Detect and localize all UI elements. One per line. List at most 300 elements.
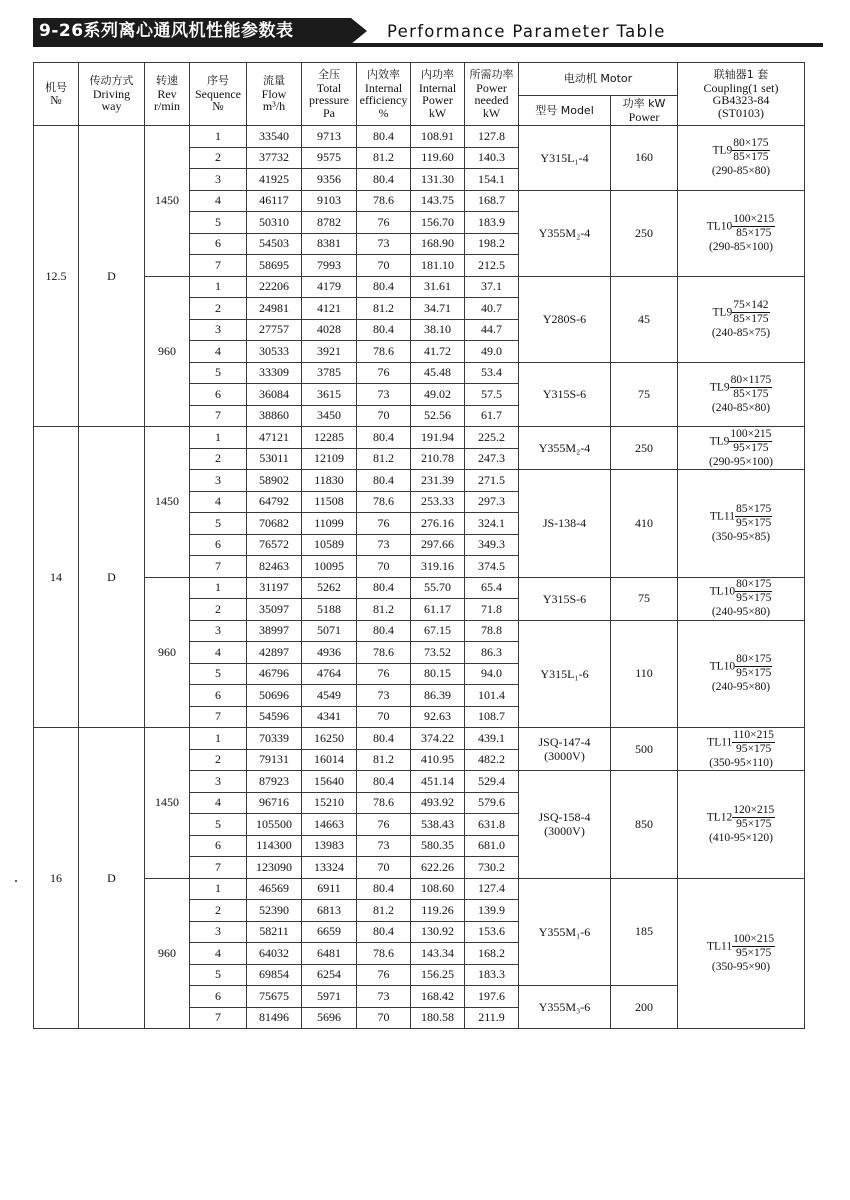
coupling-code: (240-95×80) (711, 606, 771, 618)
internal-power-cell: 180.58 (411, 1007, 465, 1029)
motor-model-cell (519, 771, 611, 879)
motor-power-cell: 75 (611, 362, 678, 427)
pressure-cell: 11830 (302, 470, 357, 492)
coupling-denominator: 85×175 (733, 387, 769, 400)
pressure-cell: 10589 (302, 534, 357, 556)
flow-cell: 33540 (247, 126, 302, 148)
flow-cell: 69854 (247, 964, 302, 986)
coupling-prefix: TL9 (712, 306, 733, 318)
efficiency-cell: 73 (357, 986, 411, 1008)
coupling-code: (410-95×120) (709, 831, 773, 844)
seq-cell: 7 (190, 857, 247, 879)
pressure-cell: 4121 (302, 298, 357, 320)
machine-no-cell: 14 (34, 427, 79, 728)
power-needed-cell: 183.9 (465, 212, 519, 234)
flow-cell: 64032 (247, 943, 302, 965)
efficiency-cell: 80.4 (357, 771, 411, 793)
coupling-prefix: TL9 (709, 435, 730, 447)
seq-cell: 2 (190, 749, 247, 771)
efficiency-cell: 80.4 (357, 577, 411, 599)
efficiency-cell: 76 (357, 814, 411, 836)
pressure-cell: 11508 (302, 491, 357, 513)
col-header-pressure: 全压 Total pressure Pa (302, 63, 357, 126)
flow-cell: 114300 (247, 835, 302, 857)
internal-power-cell: 31.61 (411, 276, 465, 298)
power-needed-cell: 168.2 (465, 943, 519, 965)
internal-power-cell: 55.70 (411, 577, 465, 599)
seq-cell: 6 (190, 233, 247, 255)
flow-cell: 81496 (247, 1007, 302, 1029)
coupling-numerator: 110×215 (733, 728, 774, 741)
coupling-cell (678, 190, 805, 276)
col-header-internal-power: 内功率 Internal Power kW (411, 63, 465, 126)
internal-power-cell: 181.10 (411, 255, 465, 277)
flow-cell: 31197 (247, 577, 302, 599)
pressure-cell: 15210 (302, 792, 357, 814)
power-needed-cell: 127.4 (465, 878, 519, 900)
efficiency-cell: 80.4 (357, 620, 411, 642)
pressure-cell: 3785 (302, 362, 357, 384)
motor-model-text: JS-138-4 (542, 516, 587, 531)
table-row (34, 427, 805, 449)
internal-power-cell: 131.30 (411, 169, 465, 191)
header-banner (33, 18, 823, 46)
pressure-cell: 5971 (302, 986, 357, 1008)
power-needed-cell: 108.7 (465, 706, 519, 728)
flow-cell: 36084 (247, 384, 302, 406)
power-needed-cell: 140.3 (465, 147, 519, 169)
coupling-denominator: 95×175 (735, 946, 772, 959)
motor-model-text: JSQ-147-4 (538, 735, 591, 749)
coupling-code: (350-95×90) (711, 960, 771, 973)
flow-cell: 38860 (247, 405, 302, 427)
motor-power-cell: 185 (611, 878, 678, 986)
col-header-no: 机号 № (34, 63, 79, 126)
power-needed-cell: 40.7 (465, 298, 519, 320)
power-needed-cell: 78.8 (465, 620, 519, 642)
coupling-code: (290-85×100) (709, 240, 773, 253)
internal-power-cell: 493.92 (411, 792, 465, 814)
flow-cell: 54596 (247, 706, 302, 728)
seq-cell: 6 (190, 986, 247, 1008)
efficiency-cell: 78.6 (357, 792, 411, 814)
efficiency-cell: 81.2 (357, 900, 411, 922)
coupling-numerator: 100×215 (733, 212, 775, 225)
coupling-cell (678, 878, 805, 1029)
internal-power-cell: 451.14 (411, 771, 465, 793)
flow-cell: 46117 (247, 190, 302, 212)
efficiency-cell: 76 (357, 964, 411, 986)
internal-power-cell: 67.15 (411, 620, 465, 642)
rev-cell: 960 (145, 577, 190, 728)
pressure-cell: 6911 (302, 878, 357, 900)
motor-model-text: Y355M₁-6 (538, 924, 591, 939)
internal-power-cell: 231.39 (411, 470, 465, 492)
power-needed-cell: 197.6 (465, 986, 519, 1008)
internal-power-cell: 80.15 (411, 663, 465, 685)
motor-model-text: Y315L₁-4 (540, 150, 589, 165)
pressure-cell: 15640 (302, 771, 357, 793)
motor-model-cell (519, 276, 611, 362)
internal-power-cell: 119.26 (411, 900, 465, 922)
coupling-denominator: 85×175 (736, 226, 772, 239)
pressure-cell: 13983 (302, 835, 357, 857)
flow-cell: 50696 (247, 685, 302, 707)
seq-cell: 1 (190, 878, 247, 900)
efficiency-cell: 80.4 (357, 878, 411, 900)
coupling-cell (678, 470, 805, 578)
internal-power-cell: 210.78 (411, 448, 465, 470)
motor-model-text: (3000V) (544, 824, 585, 839)
coupling-numerator: 80×1175 (730, 373, 772, 386)
rev-cell: 1450 (145, 427, 190, 578)
seq-cell: 5 (190, 212, 247, 234)
power-needed-cell: 730.2 (465, 857, 519, 879)
efficiency-cell: 76 (357, 663, 411, 685)
flow-cell: 53011 (247, 448, 302, 470)
coupling-code: (290-85×80) (711, 165, 771, 178)
power-needed-cell: 139.9 (465, 900, 519, 922)
seq-cell: 3 (190, 470, 247, 492)
flow-cell: 58695 (247, 255, 302, 277)
flow-cell: 24981 (247, 298, 302, 320)
motor-model-cell (519, 427, 611, 470)
seq-cell: 1 (190, 276, 247, 298)
coupling-denominator: 95×175 (735, 516, 772, 529)
power-needed-cell: 482.2 (465, 749, 519, 771)
internal-power-cell: 168.90 (411, 233, 465, 255)
motor-power-cell: 160 (611, 126, 678, 191)
coupling-numerator: 80×175 (736, 653, 772, 666)
col-header-sequence: 序号 Sequence № (190, 63, 247, 126)
efficiency-cell: 78.6 (357, 943, 411, 965)
efficiency-cell: 73 (357, 384, 411, 406)
seq-cell: 6 (190, 534, 247, 556)
coupling-prefix: TL9 (709, 381, 730, 394)
internal-power-cell: 52.56 (411, 405, 465, 427)
drive-cell: D (79, 728, 145, 1029)
efficiency-cell: 78.6 (357, 190, 411, 212)
table-row (34, 577, 805, 599)
flow-cell: 30533 (247, 341, 302, 363)
power-needed-cell: 168.7 (465, 190, 519, 212)
seq-cell: 5 (190, 663, 247, 685)
pressure-cell: 9575 (302, 147, 357, 169)
efficiency-cell: 80.4 (357, 470, 411, 492)
efficiency-cell: 80.4 (357, 169, 411, 191)
seq-cell: 4 (190, 642, 247, 664)
motor-model-text: Y355M₃-6 (538, 1000, 591, 1014)
coupling-numerator: 80×175 (733, 137, 769, 150)
internal-power-cell: 108.91 (411, 126, 465, 148)
coupling-numerator: 100×215 (730, 427, 772, 440)
seq-cell: 2 (190, 900, 247, 922)
col-header-drive: 传动方式 Driving way (79, 63, 145, 126)
power-needed-cell: 211.9 (465, 1007, 519, 1029)
title-en: Performance Parameter Table (387, 22, 666, 41)
motor-model-cell (519, 362, 611, 427)
pressure-cell: 7993 (302, 255, 357, 277)
seq-cell: 1 (190, 728, 247, 750)
coupling-fraction (732, 137, 769, 164)
internal-power-cell: 580.35 (411, 835, 465, 857)
seq-cell: 7 (190, 706, 247, 728)
coupling-numerator: 75×142 (733, 298, 769, 311)
power-needed-cell: 49.0 (465, 341, 519, 363)
coupling-code: (240-85×75) (711, 326, 771, 339)
flow-cell: 22206 (247, 276, 302, 298)
seq-cell: 4 (190, 792, 247, 814)
pressure-cell: 9356 (302, 169, 357, 191)
coupling-cell (678, 276, 805, 362)
rev-cell: 960 (145, 276, 190, 427)
motor-model-cell (519, 878, 611, 986)
internal-power-cell: 143.75 (411, 190, 465, 212)
power-needed-cell: 86.3 (465, 642, 519, 664)
internal-power-cell: 73.52 (411, 642, 465, 664)
efficiency-cell: 80.4 (357, 728, 411, 750)
efficiency-cell: 70 (357, 1007, 411, 1029)
pressure-cell: 11099 (302, 513, 357, 535)
pressure-cell: 5188 (302, 599, 357, 621)
col-header-motor-model: 型号 Model (519, 96, 611, 126)
seq-cell: 2 (190, 147, 247, 169)
motor-model-text: Y280S-6 (542, 312, 587, 326)
efficiency-cell: 81.2 (357, 749, 411, 771)
power-needed-cell: 374.5 (465, 556, 519, 578)
flow-cell: 47121 (247, 427, 302, 449)
pressure-cell: 9103 (302, 190, 357, 212)
efficiency-cell: 80.4 (357, 319, 411, 341)
flow-cell: 105500 (247, 814, 302, 836)
coupling-fraction (732, 213, 775, 240)
power-needed-cell: 44.7 (465, 319, 519, 341)
power-needed-cell: 324.1 (465, 513, 519, 535)
internal-power-cell: 86.39 (411, 685, 465, 707)
efficiency-cell: 76 (357, 362, 411, 384)
coupling-cell (678, 126, 805, 191)
seq-cell: 4 (190, 190, 247, 212)
motor-model-text: Y315S-6 (542, 387, 587, 402)
efficiency-cell: 76 (357, 212, 411, 234)
power-needed-cell: 271.5 (465, 470, 519, 492)
efficiency-cell: 81.2 (357, 147, 411, 169)
pressure-cell: 8782 (302, 212, 357, 234)
pressure-cell: 12285 (302, 427, 357, 449)
pressure-cell: 13324 (302, 857, 357, 879)
internal-power-cell: 34.71 (411, 298, 465, 320)
banner-arrow-shape (351, 18, 367, 44)
coupling-code: (240-95×80) (711, 681, 771, 694)
pressure-cell: 14663 (302, 814, 357, 836)
efficiency-cell: 81.2 (357, 599, 411, 621)
internal-power-cell: 49.02 (411, 384, 465, 406)
motor-model-cell (519, 470, 611, 578)
table-row (34, 126, 805, 148)
efficiency-cell: 78.6 (357, 642, 411, 664)
flow-cell: 27757 (247, 319, 302, 341)
coupling-prefix: TL11 (709, 510, 735, 523)
motor-power-cell: 200 (611, 986, 678, 1029)
internal-power-cell: 45.48 (411, 362, 465, 384)
seq-cell: 6 (190, 384, 247, 406)
coupling-numerator: 120×215 (733, 803, 775, 816)
power-needed-cell: 225.2 (465, 427, 519, 449)
seq-cell: 1 (190, 427, 247, 449)
pressure-cell: 9713 (302, 126, 357, 148)
internal-power-cell: 538.43 (411, 814, 465, 836)
efficiency-cell: 80.4 (357, 276, 411, 298)
power-needed-cell: 61.7 (465, 405, 519, 427)
internal-power-cell: 297.66 (411, 534, 465, 556)
pressure-cell: 6813 (302, 900, 357, 922)
power-needed-cell: 212.5 (465, 255, 519, 277)
pressure-cell: 3615 (302, 384, 357, 406)
motor-power-cell: 250 (611, 427, 678, 470)
power-needed-cell: 57.5 (465, 384, 519, 406)
efficiency-cell: 76 (357, 513, 411, 535)
internal-power-cell: 143.34 (411, 943, 465, 965)
power-needed-cell: 297.3 (465, 491, 519, 513)
coupling-cell (678, 577, 805, 620)
efficiency-cell: 70 (357, 706, 411, 728)
power-needed-cell: 37.1 (465, 276, 519, 298)
motor-model-cell (519, 126, 611, 191)
efficiency-cell: 80.4 (357, 427, 411, 449)
power-needed-cell: 154.1 (465, 169, 519, 191)
machine-no-cell: 12.5 (34, 126, 79, 427)
motor-power-cell: 110 (611, 620, 678, 728)
power-needed-cell: 349.3 (465, 534, 519, 556)
internal-power-cell: 319.16 (411, 556, 465, 578)
seq-cell: 6 (190, 835, 247, 857)
coupling-denominator: 95×175 (735, 742, 772, 755)
seq-cell: 3 (190, 921, 247, 943)
coupling-denominator: 95×175 (736, 817, 772, 830)
efficiency-cell: 73 (357, 835, 411, 857)
flow-cell: 50310 (247, 212, 302, 234)
internal-power-cell: 168.42 (411, 986, 465, 1008)
motor-model-text: JSQ-158-4 (538, 810, 591, 825)
machine-no-cell: 16 (34, 728, 79, 1029)
pressure-cell: 4179 (302, 276, 357, 298)
power-needed-cell: 198.2 (465, 233, 519, 255)
seq-cell: 5 (190, 964, 247, 986)
pressure-cell: 16014 (302, 749, 357, 771)
flow-cell: 79131 (247, 749, 302, 771)
coupling-fraction (732, 299, 769, 326)
internal-power-cell: 156.70 (411, 212, 465, 234)
stray-dot (15, 880, 17, 882)
table-row (34, 276, 805, 298)
coupling-cell (678, 771, 805, 879)
motor-model-cell (519, 986, 611, 1029)
internal-power-cell: 92.63 (411, 706, 465, 728)
drive-cell: D (79, 427, 145, 728)
coupling-numerator: 80×175 (736, 578, 772, 590)
coupling-fraction (735, 653, 772, 680)
efficiency-cell: 73 (357, 685, 411, 707)
coupling-prefix: TL9 (712, 144, 733, 157)
pressure-cell: 6659 (302, 921, 357, 943)
coupling-denominator: 85×175 (733, 151, 769, 164)
motor-power-cell: 850 (611, 771, 678, 879)
seq-cell: 7 (190, 405, 247, 427)
pressure-cell: 4341 (302, 706, 357, 728)
coupling-prefix: TL11 (707, 736, 733, 748)
rev-cell: 960 (145, 878, 190, 1029)
pressure-cell: 8381 (302, 233, 357, 255)
coupling-code: (350-95×85) (711, 530, 771, 543)
efficiency-cell: 70 (357, 857, 411, 879)
flow-cell: 41925 (247, 169, 302, 191)
internal-power-cell: 156.25 (411, 964, 465, 986)
internal-power-cell: 622.26 (411, 857, 465, 879)
coupling-cell (678, 728, 805, 771)
flow-cell: 64792 (247, 491, 302, 513)
power-needed-cell: 183.3 (465, 964, 519, 986)
coupling-numerator: 100×215 (733, 932, 775, 945)
efficiency-cell: 70 (357, 405, 411, 427)
seq-cell: 2 (190, 448, 247, 470)
seq-cell: 5 (190, 362, 247, 384)
seq-cell: 3 (190, 620, 247, 642)
coupling-fraction (735, 503, 772, 530)
motor-power-cell: 250 (611, 190, 678, 276)
internal-power-cell: 191.94 (411, 427, 465, 449)
flow-cell: 58902 (247, 470, 302, 492)
efficiency-cell: 78.6 (357, 341, 411, 363)
flow-cell: 52390 (247, 900, 302, 922)
seq-cell: 1 (190, 577, 247, 599)
seq-cell: 7 (190, 1007, 247, 1029)
pressure-cell: 4549 (302, 685, 357, 707)
seq-cell: 2 (190, 298, 247, 320)
efficiency-cell: 73 (357, 233, 411, 255)
seq-cell: 5 (190, 814, 247, 836)
motor-model-cell (519, 620, 611, 728)
flow-cell: 70339 (247, 728, 302, 750)
drive-cell: D (79, 126, 145, 427)
flow-cell: 42897 (247, 642, 302, 664)
efficiency-cell: 81.2 (357, 298, 411, 320)
pressure-cell: 5262 (302, 577, 357, 599)
efficiency-cell: 78.6 (357, 491, 411, 513)
internal-power-cell: 276.16 (411, 513, 465, 535)
col-header-power-needed: 所需功率 Power needed kW (465, 63, 519, 126)
coupling-fraction (729, 428, 772, 455)
pressure-cell: 16250 (302, 728, 357, 750)
performance-table (33, 62, 805, 1029)
coupling-fraction (732, 804, 775, 831)
pressure-cell: 5071 (302, 620, 357, 642)
efficiency-cell: 73 (357, 534, 411, 556)
col-header-flow: 流量 Flow m³/h (247, 63, 302, 126)
internal-power-cell: 38.10 (411, 319, 465, 341)
internal-power-cell: 374.22 (411, 728, 465, 750)
flow-cell: 46569 (247, 878, 302, 900)
seq-cell: 3 (190, 319, 247, 341)
power-needed-cell: 53.4 (465, 362, 519, 384)
efficiency-cell: 70 (357, 255, 411, 277)
motor-model-text: Y355M₂-4 (538, 441, 591, 455)
seq-cell: 3 (190, 771, 247, 793)
internal-power-cell: 41.72 (411, 341, 465, 363)
seq-cell: 4 (190, 491, 247, 513)
flow-cell: 35097 (247, 599, 302, 621)
flow-cell: 33309 (247, 362, 302, 384)
power-needed-cell: 127.8 (465, 126, 519, 148)
